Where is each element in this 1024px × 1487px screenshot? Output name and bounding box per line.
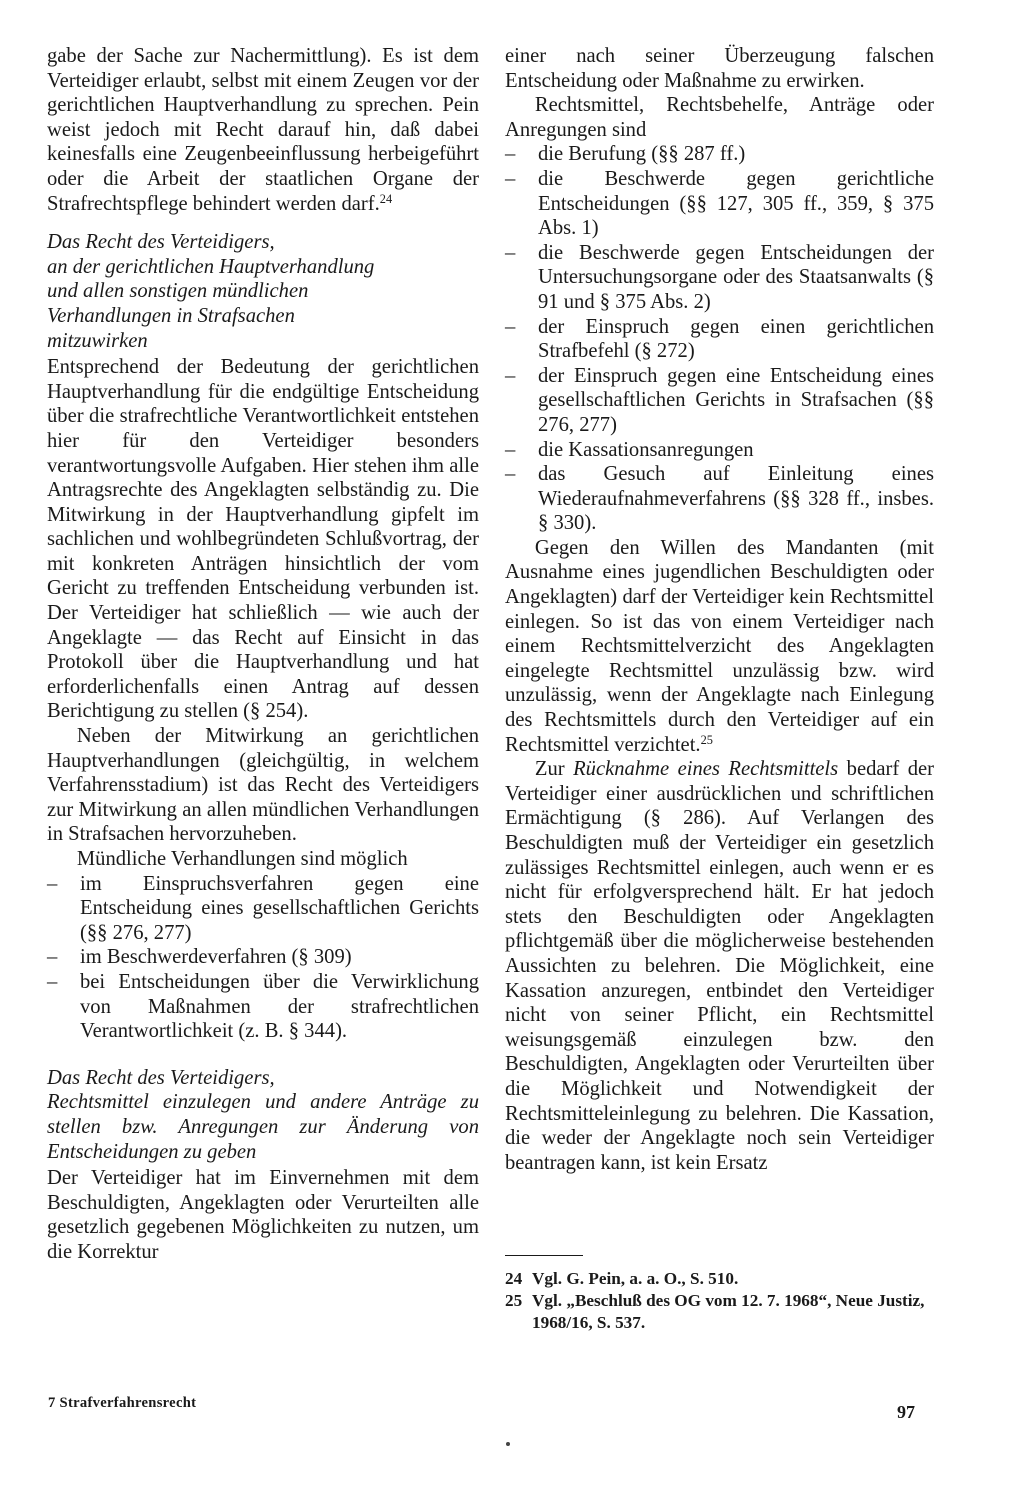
paragraph: Gegen den Willen des Mandanten (mit Ausnahme eines jugendlichen Beschuldigten oder Angeklagten) darf der Verteidiger kein Rechtsmittel einlegen. So ist das von einem Verteidiger nach einem Rechtsmittelverzicht des Angeklagten eingelegte Rechtsmittel unzulässig bzw. wird unzulässig, wenn der Angeklagte nach Einlegung des Rechtsmittels durch den Verteidiger auf ein Rechtsmittel verzichtet.$^{25}$ <box>505 536 934 756</box>
section-heading-rechtsmittel <box>47 1066 479 1164</box>
footnote-rule <box>505 1255 583 1256</box>
page-number: 97 <box>897 1402 915 1422</box>
print-speck <box>506 1442 510 1446</box>
heading-line: mitzuwirken <box>47 329 148 352</box>
footnote-24: 24 Vgl. G. Pein, a. a. O., S. 510. <box>505 1269 739 1288</box>
list-item: – im Beschwerdeverfahren (§ 309) <box>47 945 479 970</box>
heading-line: Das Recht des Verteidigers, <box>47 231 275 254</box>
footnote-ref-25: 25 <box>700 732 713 747</box>
footnotes <box>505 1268 934 1334</box>
dash-list-verhandlungen <box>47 872 479 1044</box>
left-column <box>47 44 479 1265</box>
section-heading-hauptverhandlung <box>47 230 479 353</box>
paragraph: Neben der Mitwirkung an gerichtlichen Hauptverhandlungen (gleichgültig, in welchem Verfahrensstadium) ist das Recht des Verteidigers zur Mitwirkung an allen mündlichen Verhandlungen in Strafsachen hervorzuheben. <box>47 725 479 846</box>
emphasis: Rücknahme eines Rechtsmittels <box>573 758 839 781</box>
paragraph: gabe der Sache zur Nachermittlung). Es ist dem Verteidiger erlaubt, selbst mit einem Zeugen vor der gerichtlichen Hauptverhandlung zu sprechen. Pein weist jedoch mit Recht darauf hin, daß dabei keinesfalls eine Zeugenbeeinflussung herbeigeführt oder die Arbeit der staatlichen Organe der Strafrechtspflege behindert werden darf.$^{24}$ <box>47 45 479 215</box>
right-column <box>505 44 934 1175</box>
dash-list-rechtsmittel <box>505 142 934 536</box>
list-item: – die Beschwerde gegen Entscheidungen der Untersuchungsorgane oder des Staatsanwalts (§ 91 und § 375 Abs. 2) <box>505 241 934 315</box>
paragraph: Der Verteidiger hat im Einvernehmen mit dem Beschuldigten, Angeklagten oder Verurteilten alle gesetzlich gegebenen Möglichkeiten zu nutzen, um die Korrektur <box>47 1167 479 1263</box>
paragraph: einer nach seiner Überzeugung falschen Entscheidung oder Maßnahme zu erwirken. <box>505 45 934 92</box>
paragraph: Mündliche Verhandlungen sind möglich <box>76 848 408 870</box>
list-item: – die Berufung (§§ 287 ff.) <box>505 142 934 167</box>
footnote-25: 25 Vgl. „Beschluß des OG vom 12. 7. 1968“, Neue Justiz, 1968/16, S. 537. <box>505 1291 925 1332</box>
footnote-ref-24: 24 <box>379 191 393 206</box>
list-item: – im Einspruchsverfahren gegen eine Entscheidung eines gesellschaftlichen Gerichts (§§ 276, 277) <box>47 872 479 946</box>
list-item: – der Einspruch gegen einen gerichtlichen Strafbefehl (§ 272) <box>505 315 934 364</box>
paragraph: Rechtsmittel, Rechtsbehelfe, Anträge oder Anregungen sind <box>505 94 934 141</box>
heading-line: Verhandlungen in Strafsachen <box>47 304 295 327</box>
paragraph: Entsprechend der Bedeutung der gerichtlichen Hauptverhandlung für die endgültige Entscheidung über die strafrechtliche Verantwortlichkeit entstehen hier für den Verteidiger besonders verantwortungsvolle Aufgaben. Hier stehen ihm alle Antragsrechte des Angeklagten selbständig zu. Die Mitwirkung in der Hauptverhandlung gipfelt im sachlichen und wohlbegründeten Schlußvortrag, der mit konkreten Anträgen hinsichtlich der vom Gericht zu treffenden Entscheidung verbunden ist. Der Verteidiger hat schließlich — wie auch der Angeklagte — das Recht auf Einsicht in das Protokoll über die Hauptverhandlung und hat erforderlichenfalls einen Antrag auf dessen Berichtigung zu stellen (§ 254). <box>47 356 479 723</box>
list-item: – bei Entscheidungen über die Verwirklichung von Maßnahmen der strafrechtlichen Verantwortlichkeit (z. B. § 344). <box>47 970 479 1044</box>
list-item: – die Kassationsanregungen <box>505 438 934 463</box>
heading-line: Das Recht des Verteidigers, <box>47 1066 275 1089</box>
list-item: – das Gesuch auf Einleitung eines Wiederaufnahmeverfahrens (§§ 328 ff., insbes. § 330). <box>505 462 934 536</box>
running-footer: 7 Strafverfahrensrecht <box>48 1395 197 1411</box>
paragraph: Zur Rücknahme eines Rechtsmittels bedarf der Verteidiger einer ausdrücklichen und schriftlichen Ermächtigung (§ 286). Auf Verlangen des Beschuldigten muß der Verteidiger ein gesetzlich zulässiges Rechtsmittel einlegen, auch wenn er es nicht für erfolgversprechend hält. Er hat jedoch stets den Beschuldigten oder Angeklagten pflichtgemäß über die möglicherweise bestehenden Aussichten zu belehren. Die Möglichkeit, eine Kassation anzuregen, entbindet den Verteidiger nicht von seiner Pflicht, ein Rechtsmittel weisungsgemäß einzulegen bzw. den Beschuldigten, Angeklagten oder Verurteilten über die Möglichkeit und Notwendigkeit der Rechtsmitteleinlegung zu belehren. Die Kassation, die weder der Angeklagte noch sein Verteidiger beantragen kann, ist kein Ersatz <box>505 758 934 1174</box>
list-item: – die Beschwerde gegen gerichtliche Entscheidungen (§§ 127, 305 ff., 359, § 375 Abs. 1) <box>505 167 934 241</box>
list-item: – der Einspruch gegen eine Entscheidung eines gesellschaftlichen Gerichts in Strafsachen (§§ 276, 277) <box>505 364 934 438</box>
heading-line: und allen sonstigen mündlichen <box>47 280 309 303</box>
heading-line: Rechtsmittel einzulegen und andere Anträge zu stellen bzw. Anregungen zur Änderung von Entscheidungen zu geben <box>47 1091 479 1163</box>
heading-line: an der gerichtlichen Hauptverhandlung <box>47 255 375 278</box>
